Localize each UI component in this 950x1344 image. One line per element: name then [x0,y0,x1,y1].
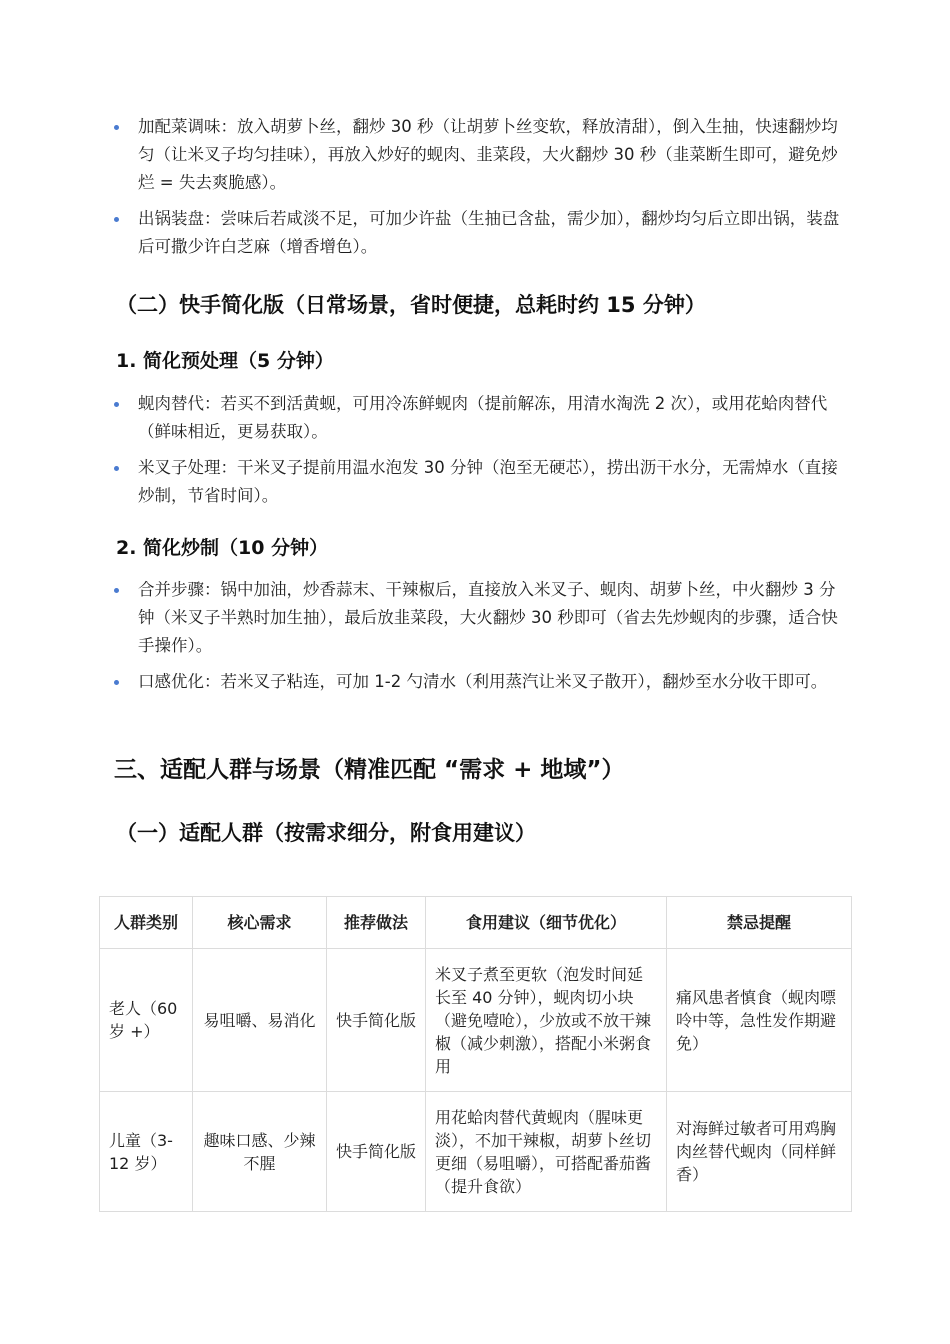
simplified-cooking-list [112,576,842,704]
list-item [112,668,842,696]
table-cell: 米叉子煮至更软（泡发时间延长至 40 分钟），蚬肉切小块（避免噎呛），少放或不放干辣椒（减少刺激），搭配小米粥食用 [426,949,667,1092]
bullet-dot [114,402,119,407]
quick-version-heading: （二）快手简化版（日常场景，省时便捷，总耗时约 15 分钟） [116,293,706,317]
section-three-heading: 三、适配人群与场景（精准匹配 “需求 + 地域”） [114,757,625,783]
table-cell: 老人（60 岁 +） [100,949,193,1092]
table-row [100,1092,852,1212]
header-recommended-method: 推荐做法 [327,897,426,949]
table-cell: 用花蛤肉替代黄蚬肉（腥味更淡），不加干辣椒，胡萝卜丝切更细（易咀嚼），可搭配番茄酱（提升食欲） [426,1092,667,1212]
bullet-dot [114,588,119,593]
list-item [112,113,842,197]
table-cell: 趣味口感、少辣不腥 [193,1092,327,1212]
simplified-prep-heading: 1. 简化预处理（5 分钟） [116,350,334,372]
bullet-dot [114,680,119,685]
bullet-dot [114,466,119,471]
header-group: 人群类别 [100,897,193,949]
list-item-text: 合并步骤：锅中加油，炒香蒜末、干辣椒后，直接放入米叉子、蚬肉、胡萝卜丝，中火翻炒 3 分钟（米叉子半熟时加生抽），最后放韭菜段，大火翻炒 30 秒即可（省去先炒蚬肉的步骤，适合快手操作）。 [138,580,838,655]
stir-fry-steps-list [112,113,842,269]
bullet-dot [114,125,119,130]
table-cell: 易咀嚼、易消化 [193,949,327,1092]
table-cell: 对海鲜过敏者可用鸡胸肉丝替代蚬肉（同样鲜香） [667,1092,852,1212]
table-row [100,949,852,1092]
list-item-text: 蚬肉替代：若买不到活黄蚬，可用冷冻鲜蚬肉（提前解冻，用清水淘洗 2 次），或用花蛤肉替代（鲜味相近，更易获取）。 [138,394,828,441]
table-cell: 快手简化版 [327,949,426,1092]
bullet-dot [114,217,119,222]
list-item-text: 出锅装盘：尝味后若咸淡不足，可加少许盐（生抽已含盐，需少加），翻炒均匀后立即出锅，装盘后可撒少许白芝麻（增香增色）。 [138,209,840,256]
list-item-text: 加配菜调味：放入胡萝卜丝，翻炒 30 秒（让胡萝卜丝变软，释放清甜），倒入生抽，快速翻炒均匀（让米叉子均匀挂味），再放入炒好的蚬肉、韭菜段，大火翻炒 30 秒（韭菜断生即可，避免炒烂 = 失去爽脆感）。 [138,117,838,192]
target-groups-table [99,896,852,1212]
simplified-cooking-heading: 2. 简化炒制（10 分钟） [116,537,329,559]
list-item [112,576,842,660]
header-eating-advice: 食用建议（细节优化） [426,897,667,949]
list-item-text: 米叉子处理：干米叉子提前用温水泡发 30 分钟（泡至无硬芯），捞出沥干水分，无需焯水（直接炒制，节省时间）。 [138,458,838,505]
table-cell: 痛风患者慎食（蚬肉嘌呤中等，急性发作期避免） [667,949,852,1092]
header-taboo: 禁忌提醒 [667,897,852,949]
list-item [112,205,842,261]
table-header-row [100,897,852,949]
list-item [112,390,842,446]
list-item [112,454,842,510]
target-groups-heading: （一）适配人群（按需求细分，附食用建议） [116,821,536,845]
simplified-prep-list [112,390,842,518]
list-item-text: 口感优化：若米叉子粘连，可加 1-2 勺清水（利用蒸汽让米叉子散开），翻炒至水分收干即可。 [138,672,828,691]
table-cell: 快手简化版 [327,1092,426,1212]
header-core-need: 核心需求 [193,897,327,949]
table-cell: 儿童（3-12 岁） [100,1092,193,1212]
